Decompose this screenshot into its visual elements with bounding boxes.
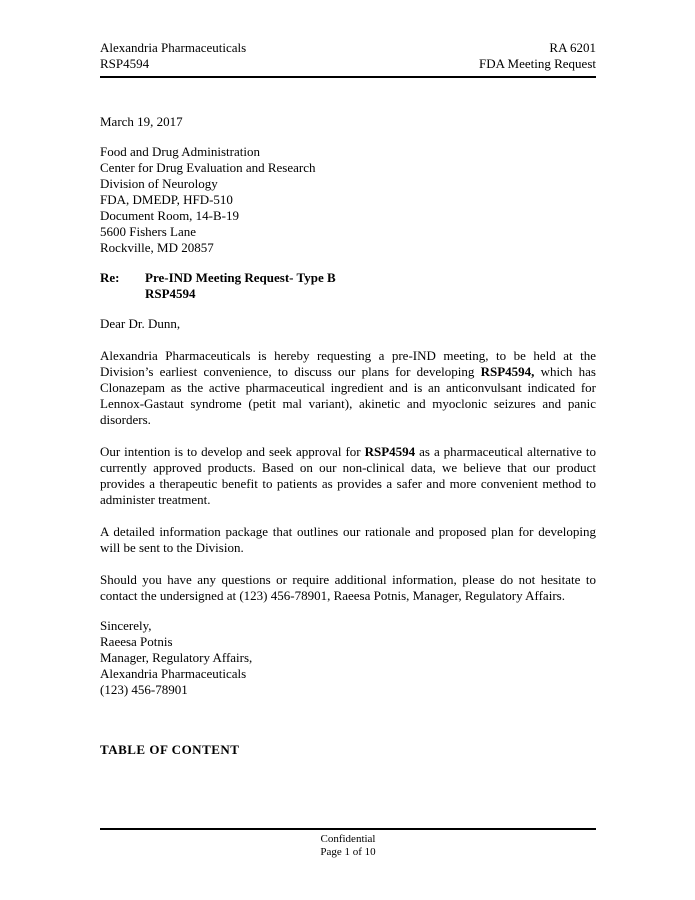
letter-date: March 19, 2017 xyxy=(100,114,183,129)
closing: Sincerely, xyxy=(100,618,152,633)
address-line: Document Room, 14-B-19 xyxy=(100,208,240,223)
re-subject-line1: Pre-IND Meeting Request- Type B xyxy=(145,270,336,285)
header-row xyxy=(100,40,596,72)
footer-page-number: Page 1 of 10 xyxy=(320,846,376,858)
header-doc-type: FDA Meeting Request xyxy=(479,56,596,71)
signature-company: Alexandria Pharmaceuticals xyxy=(100,666,247,681)
paragraph-1-bold-product: RSP4594, xyxy=(480,364,535,379)
re-label: Re: xyxy=(100,270,120,285)
paragraph-2-text: as a pharmaceutical alternative to currently approved products. Based on our non-clinical data, we believe that our product provides a therapeutic benefit to patients as provides a safer and more convenient method to administer treatment. xyxy=(100,444,596,507)
paragraph-3: A detailed information package that outlines our rationale and proposed plan for developing will be sent to the Division. xyxy=(100,524,596,555)
header-left xyxy=(100,40,246,72)
salutation: Dear Dr. Dunn, xyxy=(100,316,181,331)
paragraph-4: Should you have any questions or require additional information, please do not hesitate to contact the undersigned at (123) 456-78901, Raeesa Potnis, Manager, Regulatory Affairs. xyxy=(100,572,596,603)
re-subject-block xyxy=(100,270,596,302)
paragraph-2-text: Our intention is to develop and seek approval for xyxy=(100,444,365,459)
page-footer xyxy=(100,828,596,859)
table-of-content-heading: TABLE OF CONTENT xyxy=(100,742,240,757)
signature-block xyxy=(100,634,596,698)
address-line: FDA, DMEDP, HFD-510 xyxy=(100,192,233,207)
recipient-address xyxy=(100,144,596,256)
address-line: 5600 Fishers Lane xyxy=(100,224,197,239)
paragraph-1 xyxy=(100,348,596,428)
address-line: Center for Drug Evaluation and Research xyxy=(100,160,316,175)
header-right xyxy=(479,40,596,72)
page-header xyxy=(100,40,596,78)
signature-name: Raeesa Potnis xyxy=(100,634,173,649)
header-doc-number: RA 6201 xyxy=(549,40,596,55)
paragraph-1-text: Alexandria Pharmaceuticals is hereby requesting a pre-IND meeting, to be held at the Division’s earliest convenience, to discuss our plans for developing xyxy=(100,348,596,379)
header-rule xyxy=(100,76,596,78)
header-company: Alexandria Pharmaceuticals xyxy=(100,40,247,55)
address-line: Rockville, MD 20857 xyxy=(100,240,214,255)
re-subject xyxy=(145,270,336,302)
header-product-code: RSP4594 xyxy=(100,56,150,71)
letter-content xyxy=(100,40,596,758)
paragraph-2-bold-product: RSP4594 xyxy=(364,444,416,459)
paragraph-2 xyxy=(100,444,596,508)
address-line: Division of Neurology xyxy=(100,176,218,191)
footer-confidential: Confidential xyxy=(320,833,376,845)
paragraph-1-text: which has Clonazepam as the active pharmaceutical ingredient and is an anticonvulsant indicated for Lennox-Gastaut syndrome (petit mal variant), akinetic and myoclonic seizures and panic disorders. xyxy=(100,364,596,427)
signature-title: Manager, Regulatory Affairs, xyxy=(100,650,253,665)
address-line: Food and Drug Administration xyxy=(100,144,260,159)
re-subject-line2: RSP4594 xyxy=(145,286,196,301)
signature-phone: (123) 456-78901 xyxy=(100,682,188,697)
footer-rule xyxy=(100,828,596,830)
